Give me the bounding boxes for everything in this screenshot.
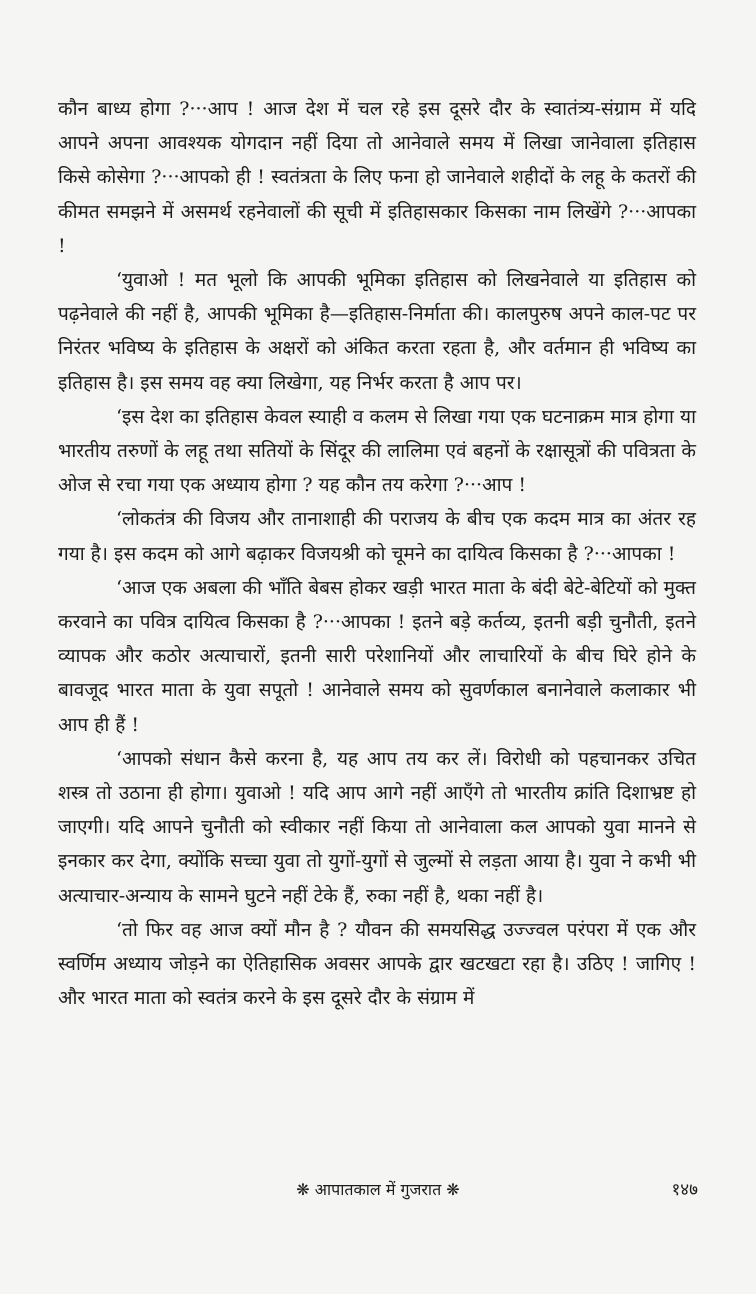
page-footer (0, 1175, 756, 1205)
body-text (58, 92, 696, 1015)
running-title: ❋ आपातकाल में गुजरात ❋ (296, 1180, 460, 1199)
paragraph-5: ‘आज एक अबला की भाँति बेबस होकर खड़ी भारत माता के बंदी बेटे-बेटियों को मुक्त करवाने का पवित्र दायित्व किसका है ?···आपका ! इतने बड़े कर्तव्य, इतनी बड़ी चुनौती, इतने व्यापक और कठोर अत्याचारों, इतनी सारी परेशानियों और लाचारियों के बीच घिरे होने के बावजूद भारत माता के युवा सपूतो ! आनेवाले समय को सुवर्णकाल बनानेवाले कलाकार भी आप ही हैं ! (58, 576, 696, 736)
paragraph-7: ‘तो फिर वह आज क्यों मौन है ? यौवन की समयसिद्ध उज्ज्वल परंपरा में एक और स्वर्णिम अध्याय जोड़ने का ऐतिहासिक अवसर आपके द्वार खटखटा रहा है। उठिए ! जागिए ! और भारत माता को स्वतंत्र करने के इस दूसरे दौर के संग्राम में (58, 918, 696, 1010)
paragraph-6: ‘आपको संधान कैसे करना है, यह आप तय कर लें। विरोधी को पहचानकर उचित शस्त्र तो उठाना ही होगा। युवाओ ! यदि आप आगे नहीं आएँगे तो भारतीय क्रांति दिशाभ्रष्ट हो जाएगी। यदि आपने चुनौती को स्वीकार नहीं किया तो आनेवाला कल आपको युवा मानने से इनकार कर देगा, क्योंकि सच्चा युवा तो युगों-युगों से जुल्मों से लड़ता आया है। युवा ने कभी भी अत्याचार-अन्याय के सामने घुटने नहीं टेके हैं, रुका नहीं है, थका नहीं है। (58, 747, 696, 907)
paragraph-3: ‘इस देश का इतिहास केवल स्याही व कलम से लिखा गया एक घटनाक्रम मात्र होगा या भारतीय तरुणों के लहू तथा सतियों के सिंदूर की लालिमा एवं बहनों के रक्षासूत्रों की पवित्रता के ओज से रचा गया एक अध्याय होगा ? यह कौन तय करेगा ?···आप ! (58, 405, 696, 497)
page-number: १४७ (671, 1180, 698, 1200)
paragraph-2: ‘युवाओ ! मत भूलो कि आपकी भूमिका इतिहास को लिखनेवाले या इतिहास को पढ़नेवाले की नहीं है, आपकी भूमिका है—इतिहास-निर्माता की। कालपुरुष अपने काल-पट पर निरंतर भविष्य के इतिहास के अक्षरों को अंकित करता रहता है, और वर्तमान ही भविष्य का इतिहास है। इस समय वह क्या लिखेगा, यह निर्भर करता है आप पर। (58, 269, 696, 394)
paragraph-4: ‘लोकतंत्र की विजय और तानाशाही की पराजय के बीच एक कदम मात्र का अंतर रह गया है। इस कदम को आगे बढ़ाकर विजयश्री को चूमने का दायित्व किसका है ?···आपका ! (58, 508, 696, 565)
paragraph-1: कौन बाध्य होगा ?···आप ! आज देश में चल रहे इस दूसरे दौर के स्वातंत्र्य-संग्राम में यदि आपने अपना आवश्यक योगदान नहीं दिया तो आनेवाले समय में लिखा जानेवाला इतिहास किसे कोसेगा ?···आपको ही ! स्वतंत्रता के लिए फना हो जानेवाले शहीदों के लहू के कतरों की कीमत समझने में असमर्थ रहनेवालों की सूची में इतिहासकार किसका नाम लिखेंगे ?···आपका ! (58, 98, 696, 257)
